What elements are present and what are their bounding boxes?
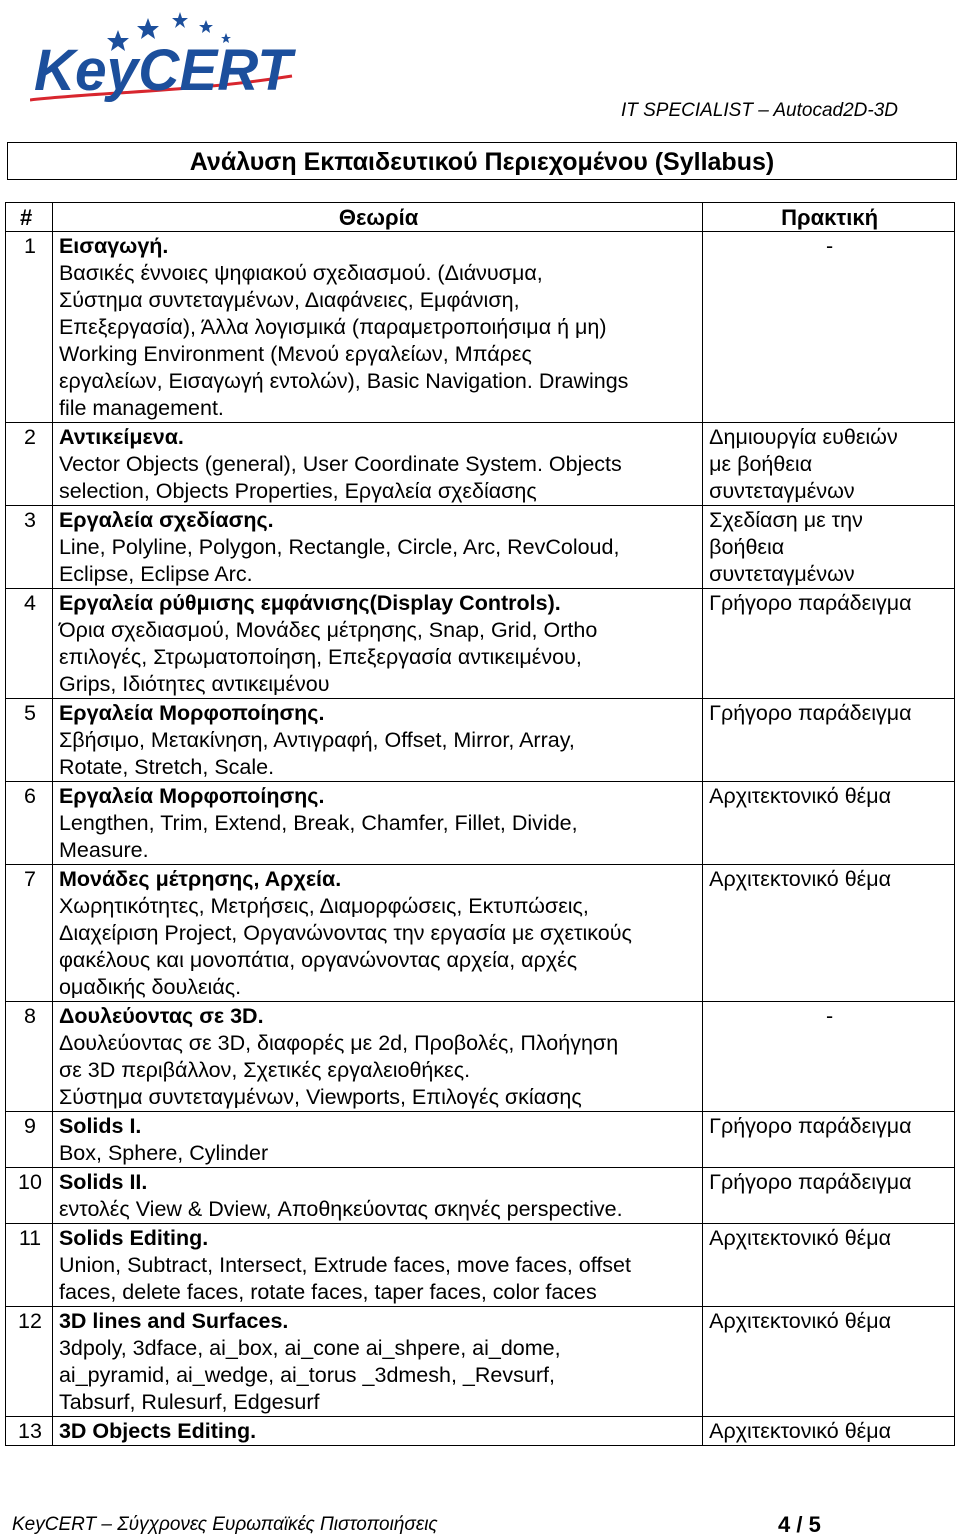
table-row bbox=[6, 1417, 955, 1446]
row-number: 7 bbox=[6, 865, 53, 1002]
row-number: 5 bbox=[6, 699, 53, 782]
topic-description: Line, Polyline, Polygon, Rectangle, Circle, Arc, RevColoud, Eclipse, Eclipse Arc. bbox=[58, 535, 620, 586]
theory-cell bbox=[52, 865, 702, 1002]
table-row bbox=[6, 1307, 955, 1417]
theory-cell bbox=[52, 589, 702, 699]
row-number: 3 bbox=[6, 506, 53, 589]
theory-cell bbox=[52, 1002, 702, 1112]
logo-wordmark: KeyCERT bbox=[34, 38, 297, 103]
row-number: 10 bbox=[6, 1168, 53, 1224]
header-practice: Πρακτική bbox=[703, 203, 955, 232]
row-number: 4 bbox=[6, 589, 53, 699]
table-row bbox=[6, 423, 955, 506]
row-number: 6 bbox=[6, 782, 53, 865]
page-number: 4 / 5 bbox=[778, 1512, 821, 1537]
topic-description: Union, Subtract, Intersect, Extrude faces, move faces, offset faces, delete faces, rotate faces, taper faces, color faces bbox=[58, 1253, 631, 1304]
practice-cell: Γρήγορο παράδειγμα bbox=[703, 1168, 955, 1224]
table-row bbox=[6, 699, 955, 782]
practice-cell: Γρήγορο παράδειγμα bbox=[703, 699, 955, 782]
row-number: 2 bbox=[6, 423, 53, 506]
topic-title: Solids II. bbox=[58, 1170, 148, 1194]
table-row bbox=[6, 865, 955, 1002]
practice-cell: - bbox=[703, 1002, 955, 1112]
practice-cell: Δημιουργία ευθειών με βοήθεια συντεταγμένων bbox=[703, 423, 955, 506]
topic-title: Solids I. bbox=[58, 1114, 142, 1138]
table-row bbox=[6, 1224, 955, 1307]
topic-description: Vector Objects (general), User Coordinate System. Objects selection, Objects Properties, Εργαλεία σχεδίασης bbox=[58, 452, 622, 503]
row-number: 12 bbox=[6, 1307, 53, 1417]
topic-title: Εργαλεία Μορφοποίησης. bbox=[58, 784, 325, 808]
practice-cell: Σχεδίαση με την βοήθεια συντεταγμένων bbox=[703, 506, 955, 589]
topic-title: Εισαγωγή. bbox=[58, 234, 169, 258]
practice-cell: Αρχιτεκτονικό θέμα bbox=[703, 865, 955, 1002]
topic-description: Box, Sphere, Cylinder bbox=[58, 1141, 269, 1165]
topic-description: Όρια σχεδιασμού, Μονάδες μέτρησης, Snap, Grid, Ortho επιλογές, Στρωματοποίηση, Επεξεργασία αντικειμένου, Grips, Ιδιότητες αντικειμένου bbox=[58, 618, 598, 696]
theory-cell bbox=[52, 1112, 702, 1168]
row-number: 9 bbox=[6, 1112, 53, 1168]
topic-title: Εργαλεία σχεδίασης. bbox=[58, 508, 274, 532]
topic-description: Δουλεύοντας σε 3D, διαφορές με 2d, Προβολές, Πλοήγηση σε 3D περιβάλλον, Σχετικές εργαλειοθήκες. Σύστημα συντεταγμένων, Viewports, Επιλογές σκίασης bbox=[58, 1031, 619, 1109]
table-row bbox=[6, 589, 955, 699]
table-row bbox=[6, 782, 955, 865]
row-number: 8 bbox=[6, 1002, 53, 1112]
theory-cell bbox=[52, 1224, 702, 1307]
topic-title: Εργαλεία ρύθμισης εμφάνισης(Display Controls). bbox=[58, 591, 561, 615]
theory-cell bbox=[52, 699, 702, 782]
row-number: 13 bbox=[6, 1417, 53, 1446]
topic-title: Solids Editing. bbox=[58, 1226, 209, 1250]
footer-text: KeyCERT – Σύγχρονες Ευρωπαϊκές Πιστοποιήσεις bbox=[12, 1514, 438, 1535]
topic-title: Δουλεύοντας σε 3D. bbox=[58, 1004, 264, 1028]
topic-description: εντολές View & Dview, Αποθηκεύοντας σκηνές perspective. bbox=[58, 1197, 623, 1221]
theory-cell bbox=[52, 1417, 702, 1446]
topic-description: Lengthen, Trim, Extend, Break, Chamfer, Fillet, Divide, Measure. bbox=[58, 811, 578, 862]
practice-cell: Γρήγορο παράδειγμα bbox=[703, 589, 955, 699]
theory-cell bbox=[52, 1307, 702, 1417]
topic-title: Εργαλεία Μορφοποίησης. bbox=[58, 701, 325, 725]
theory-cell bbox=[52, 423, 702, 506]
topic-title: Μονάδες μέτρησης, Αρχεία. bbox=[58, 867, 342, 891]
topic-description: 3dpoly, 3dface, ai_box, ai_cone ai_shpere, ai_dome, ai_pyramid, ai_wedge, ai_torus _3dmesh, _Revsurf, Tabsurf, Rulesurf, Edgesurf bbox=[58, 1336, 561, 1414]
header-theory: Θεωρία bbox=[52, 203, 702, 232]
keycert-logo bbox=[30, 8, 300, 108]
practice-cell: Αρχιτεκτονικό θέμα bbox=[703, 1224, 955, 1307]
practice-cell: Αρχιτεκτονικό θέμα bbox=[703, 782, 955, 865]
practice-cell: Αρχιτεκτονικό θέμα bbox=[703, 1417, 955, 1446]
practice-cell: - bbox=[703, 232, 955, 423]
syllabus-table bbox=[5, 202, 955, 1446]
table-row bbox=[6, 1168, 955, 1224]
document-title: Ανάλυση Εκπαιδευτικού Περιεχομένου (Syllabus) bbox=[7, 142, 957, 180]
theory-cell bbox=[52, 506, 702, 589]
table-row bbox=[6, 232, 955, 423]
theory-cell bbox=[52, 782, 702, 865]
theory-cell bbox=[52, 1168, 702, 1224]
table-row bbox=[6, 1002, 955, 1112]
document-subject: IT SPECIALIST – Autocad2D-3D bbox=[620, 100, 898, 121]
topic-title: Αντικείμενα. bbox=[58, 425, 184, 449]
header-num: # bbox=[6, 203, 53, 232]
row-number: 1 bbox=[6, 232, 53, 423]
topic-title: 3D lines and Surfaces. bbox=[58, 1309, 289, 1333]
row-number: 11 bbox=[6, 1224, 53, 1307]
topic-title: 3D Objects Editing. bbox=[58, 1419, 257, 1443]
table-row bbox=[6, 506, 955, 589]
topic-description: Χωρητικότητες, Μετρήσεις, Διαμορφώσεις, Εκτυπώσεις, Διαχείριση Project, Οργανώνοντας την εργασία με σχετικούς φακέλους και μονοπάτια, οργανώνοντας αρχεία, αρχές ομαδικής δουλειάς. bbox=[58, 894, 632, 999]
table-row bbox=[6, 1112, 955, 1168]
topic-description: Βασικές έννοιες ψηφιακού σχεδιασμού. (Διάνυσμα, Σύστημα συντεταγμένων, Διαφάνειες, Εμφάνιση, Επεξεργασία), Άλλα λογισμικά (παραμετροποιήσιμα ή μη) Working Environment (Μενού εργαλείων, Μπάρες εργαλείων, Εισαγωγή εντολών), Basic Navigation. Drawings file management. bbox=[58, 261, 629, 420]
practice-cell: Αρχιτεκτονικό θέμα bbox=[703, 1307, 955, 1417]
practice-cell: Γρήγορο παράδειγμα bbox=[703, 1112, 955, 1168]
table-header-row bbox=[6, 203, 955, 232]
theory-cell bbox=[52, 232, 702, 423]
topic-description: Σβήσιμο, Μετακίνηση, Αντιγραφή, Offset, Mirror, Array, Rotate, Stretch, Scale. bbox=[58, 728, 575, 779]
